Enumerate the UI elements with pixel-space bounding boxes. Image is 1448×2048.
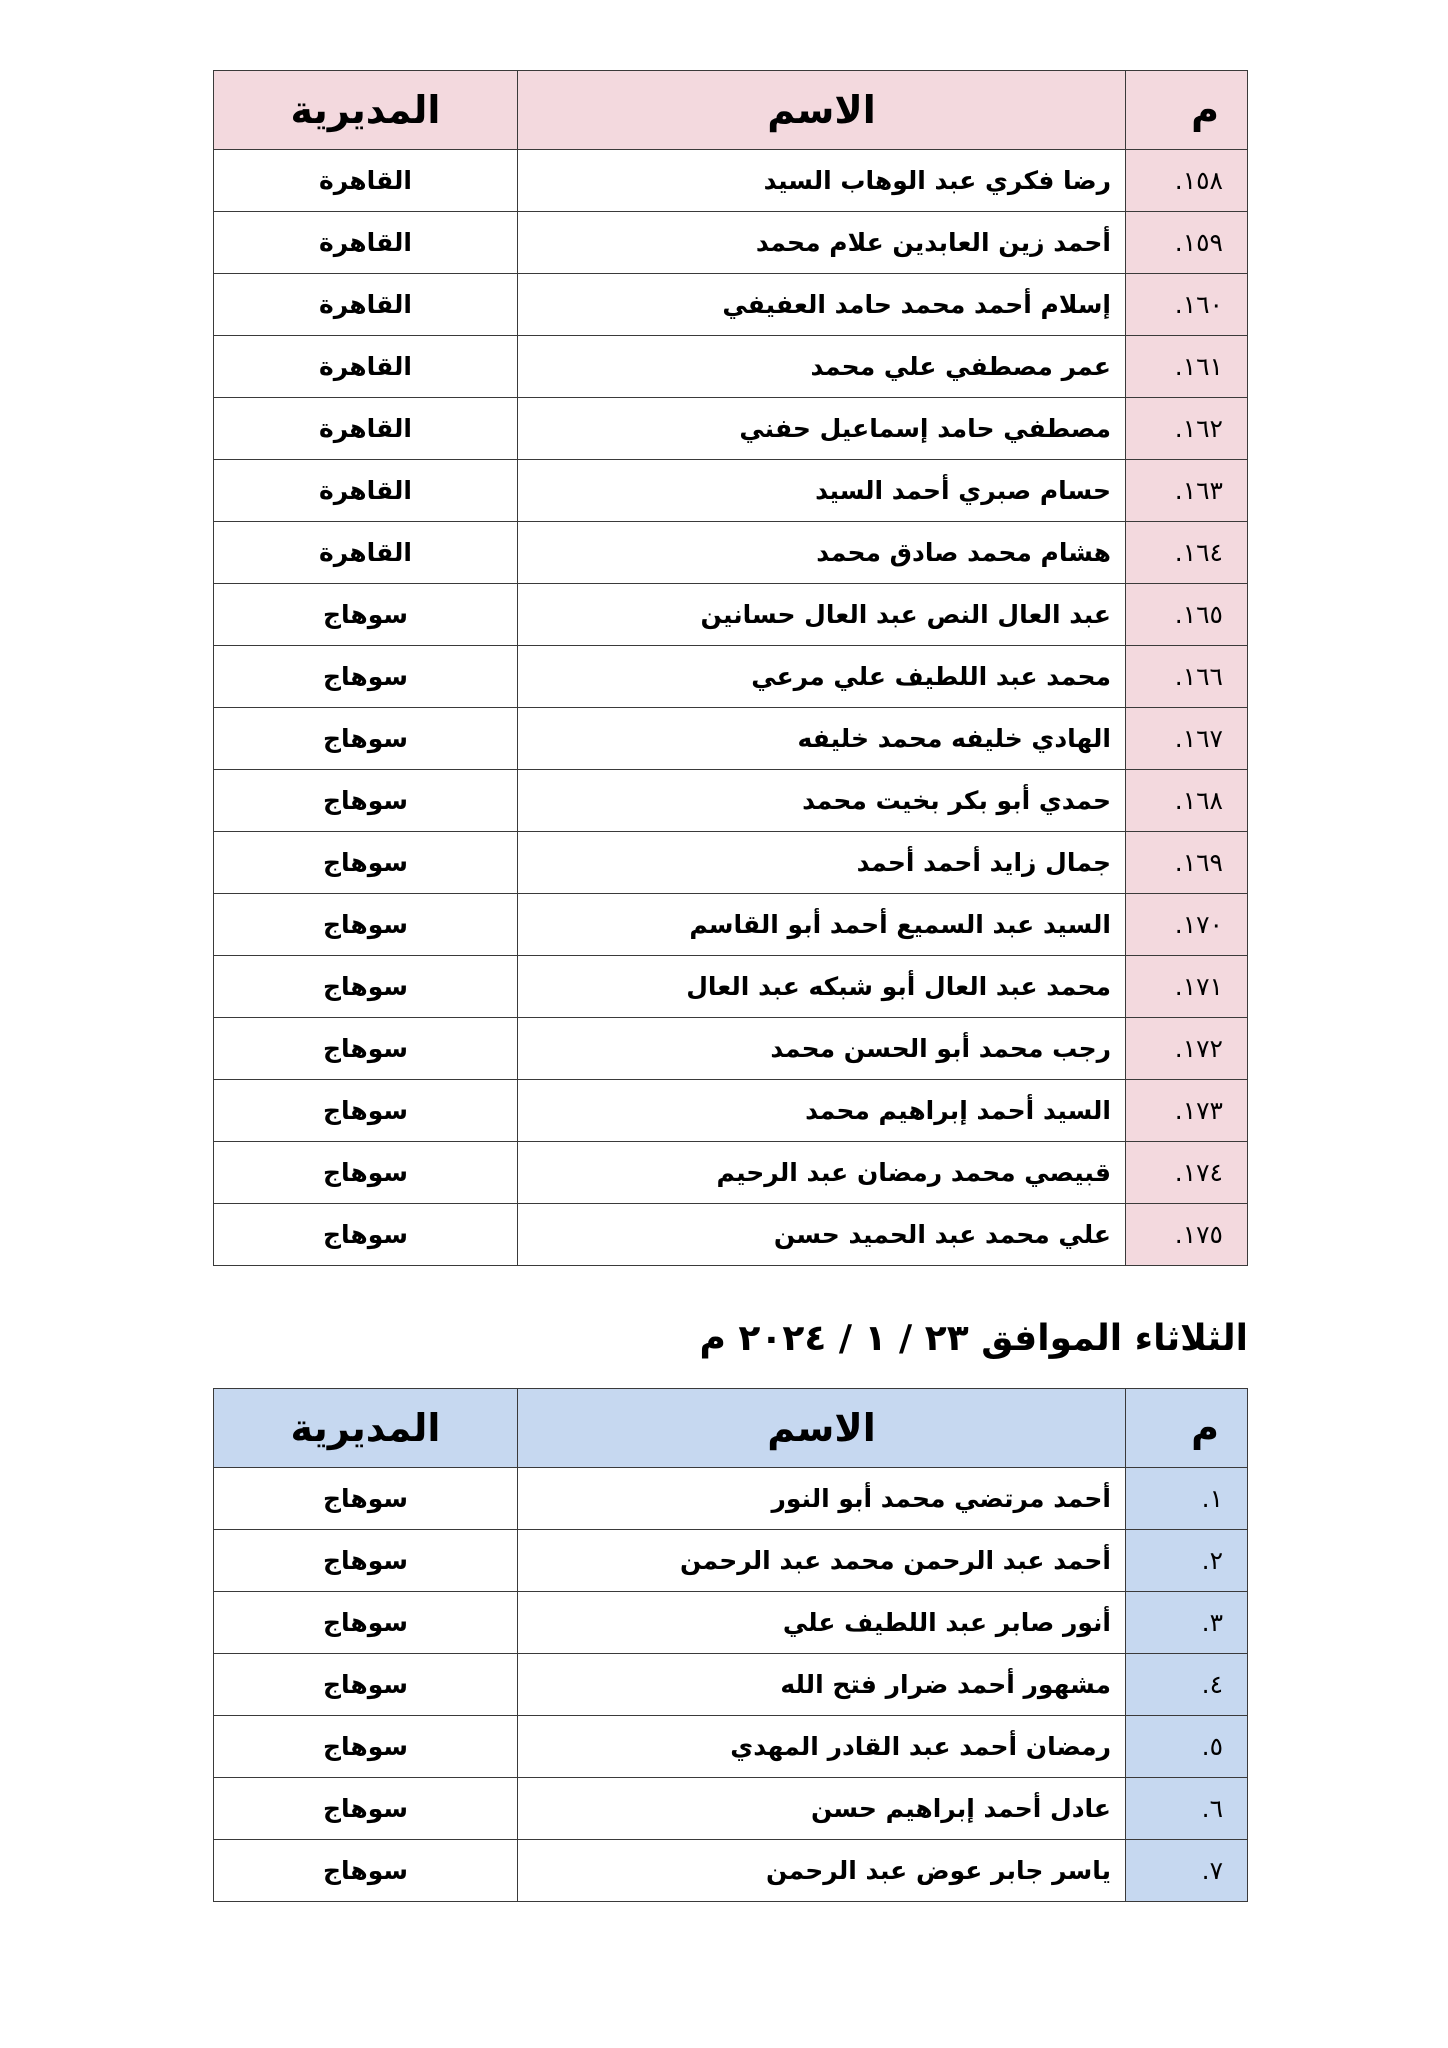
row-directorate: سوهاج: [214, 646, 518, 708]
names-table-2: [213, 1388, 1248, 1902]
row-directorate: سوهاج: [214, 1840, 518, 1902]
row-directorate: القاهرة: [214, 336, 518, 398]
row-number: ١٧٤.: [1126, 1142, 1248, 1204]
row-name: قبيصي محمد رمضان عبد الرحيم: [518, 1142, 1126, 1204]
row-number: ١.: [1126, 1468, 1248, 1530]
row-number: ١٥٨.: [1126, 150, 1248, 212]
table-row: [214, 1840, 1248, 1902]
row-directorate: سوهاج: [214, 1530, 518, 1592]
header-name: الاسم: [518, 71, 1126, 150]
row-name: مصطفي حامد إسماعيل حفني: [518, 398, 1126, 460]
row-name: أحمد زين العابدين علام محمد: [518, 212, 1126, 274]
table-row: [214, 956, 1248, 1018]
row-number: ١٧٥.: [1126, 1204, 1248, 1266]
row-number: ١٧٣.: [1126, 1080, 1248, 1142]
row-directorate: سوهاج: [214, 770, 518, 832]
header-directorate: المديرية: [214, 71, 518, 150]
table-row: [214, 1654, 1248, 1716]
row-directorate: القاهرة: [214, 212, 518, 274]
table-row: [214, 1530, 1248, 1592]
row-name: حسام صبري أحمد السيد: [518, 460, 1126, 522]
row-directorate: سوهاج: [214, 832, 518, 894]
row-directorate: القاهرة: [214, 150, 518, 212]
row-directorate: سوهاج: [214, 956, 518, 1018]
table-row: [214, 1080, 1248, 1142]
row-name: عادل أحمد إبراهيم حسن: [518, 1778, 1126, 1840]
row-number: ١٦٢.: [1126, 398, 1248, 460]
row-directorate: سوهاج: [214, 584, 518, 646]
row-directorate: سوهاج: [214, 1592, 518, 1654]
row-number: ١٥٩.: [1126, 212, 1248, 274]
row-number: ١٦٧.: [1126, 708, 1248, 770]
row-directorate: سوهاج: [214, 1654, 518, 1716]
table-row: [214, 1204, 1248, 1266]
row-directorate: سوهاج: [214, 1468, 518, 1530]
day-heading: الثلاثاء الموافق ٢٣ / ١ / ٢٠٢٤ م: [699, 1318, 1248, 1359]
row-name: الهادي خليفه محمد خليفه: [518, 708, 1126, 770]
row-name: السيد أحمد إبراهيم محمد: [518, 1080, 1126, 1142]
row-number: ١٦١.: [1126, 336, 1248, 398]
table-row: [214, 1778, 1248, 1840]
row-number: ١٧٢.: [1126, 1018, 1248, 1080]
table-row: [214, 770, 1248, 832]
row-number: ١٦٤.: [1126, 522, 1248, 584]
row-name: عبد العال النص عبد العال حسانين: [518, 584, 1126, 646]
row-directorate: القاهرة: [214, 274, 518, 336]
row-name: محمد عبد اللطيف علي مرعي: [518, 646, 1126, 708]
table-2-body: [214, 1468, 1248, 1902]
row-directorate: سوهاج: [214, 1142, 518, 1204]
table-row: [214, 1592, 1248, 1654]
header-directorate: المديرية: [214, 1389, 518, 1468]
header-number: م: [1126, 71, 1248, 150]
row-name: علي محمد عبد الحميد حسن: [518, 1204, 1126, 1266]
names-table-1: [213, 70, 1248, 1266]
row-number: ٤.: [1126, 1654, 1248, 1716]
row-number: ١٦٨.: [1126, 770, 1248, 832]
row-number: ١٦٣.: [1126, 460, 1248, 522]
row-name: السيد عبد السميع أحمد أبو القاسم: [518, 894, 1126, 956]
row-name: جمال زايد أحمد أحمد: [518, 832, 1126, 894]
row-directorate: سوهاج: [214, 1204, 518, 1266]
row-name: حمدي أبو بكر بخيت محمد: [518, 770, 1126, 832]
row-number: ١٦٠.: [1126, 274, 1248, 336]
table-row: [214, 584, 1248, 646]
row-name: رضا فكري عبد الوهاب السيد: [518, 150, 1126, 212]
row-number: ٣.: [1126, 1592, 1248, 1654]
table-row: [214, 150, 1248, 212]
row-number: ١٦٥.: [1126, 584, 1248, 646]
row-directorate: سوهاج: [214, 894, 518, 956]
row-directorate: القاهرة: [214, 460, 518, 522]
table-row: [214, 1716, 1248, 1778]
row-number: ١٦٩.: [1126, 832, 1248, 894]
row-number: ١٧١.: [1126, 956, 1248, 1018]
header-name: الاسم: [518, 1389, 1126, 1468]
table-row: [214, 646, 1248, 708]
table-row: [214, 460, 1248, 522]
row-directorate: سوهاج: [214, 1080, 518, 1142]
table-1-body: [214, 150, 1248, 1266]
table-row: [214, 336, 1248, 398]
row-number: ٧.: [1126, 1840, 1248, 1902]
row-number: ٦.: [1126, 1778, 1248, 1840]
header-number: م: [1126, 1389, 1248, 1468]
table-header-row: [214, 71, 1248, 150]
row-directorate: سوهاج: [214, 1716, 518, 1778]
row-number: ١٦٦.: [1126, 646, 1248, 708]
row-name: أحمد مرتضي محمد أبو النور: [518, 1468, 1126, 1530]
table-row: [214, 274, 1248, 336]
row-directorate: القاهرة: [214, 522, 518, 584]
table-row: [214, 1018, 1248, 1080]
table-row: [214, 398, 1248, 460]
row-name: هشام محمد صادق محمد: [518, 522, 1126, 584]
row-name: محمد عبد العال أبو شبكه عبد العال: [518, 956, 1126, 1018]
row-name: عمر مصطفي علي محمد: [518, 336, 1126, 398]
row-name: رجب محمد أبو الحسن محمد: [518, 1018, 1126, 1080]
row-name: رمضان أحمد عبد القادر المهدي: [518, 1716, 1126, 1778]
table-row: [214, 894, 1248, 956]
row-number: ١٧٠.: [1126, 894, 1248, 956]
table-row: [214, 1142, 1248, 1204]
table-row: [214, 708, 1248, 770]
row-directorate: سوهاج: [214, 1018, 518, 1080]
table-row: [214, 1468, 1248, 1530]
row-name: ياسر جابر عوض عبد الرحمن: [518, 1840, 1126, 1902]
row-number: ٢.: [1126, 1530, 1248, 1592]
table-row: [214, 832, 1248, 894]
table-row: [214, 212, 1248, 274]
row-name: إسلام أحمد محمد حامد العفيفي: [518, 274, 1126, 336]
row-name: أنور صابر عبد اللطيف علي: [518, 1592, 1126, 1654]
row-directorate: القاهرة: [214, 398, 518, 460]
row-name: مشهور أحمد ضرار فتح الله: [518, 1654, 1126, 1716]
table-row: [214, 522, 1248, 584]
row-directorate: سوهاج: [214, 1778, 518, 1840]
row-directorate: سوهاج: [214, 708, 518, 770]
table-header-row: [214, 1389, 1248, 1468]
row-number: ٥.: [1126, 1716, 1248, 1778]
row-name: أحمد عبد الرحمن محمد عبد الرحمن: [518, 1530, 1126, 1592]
